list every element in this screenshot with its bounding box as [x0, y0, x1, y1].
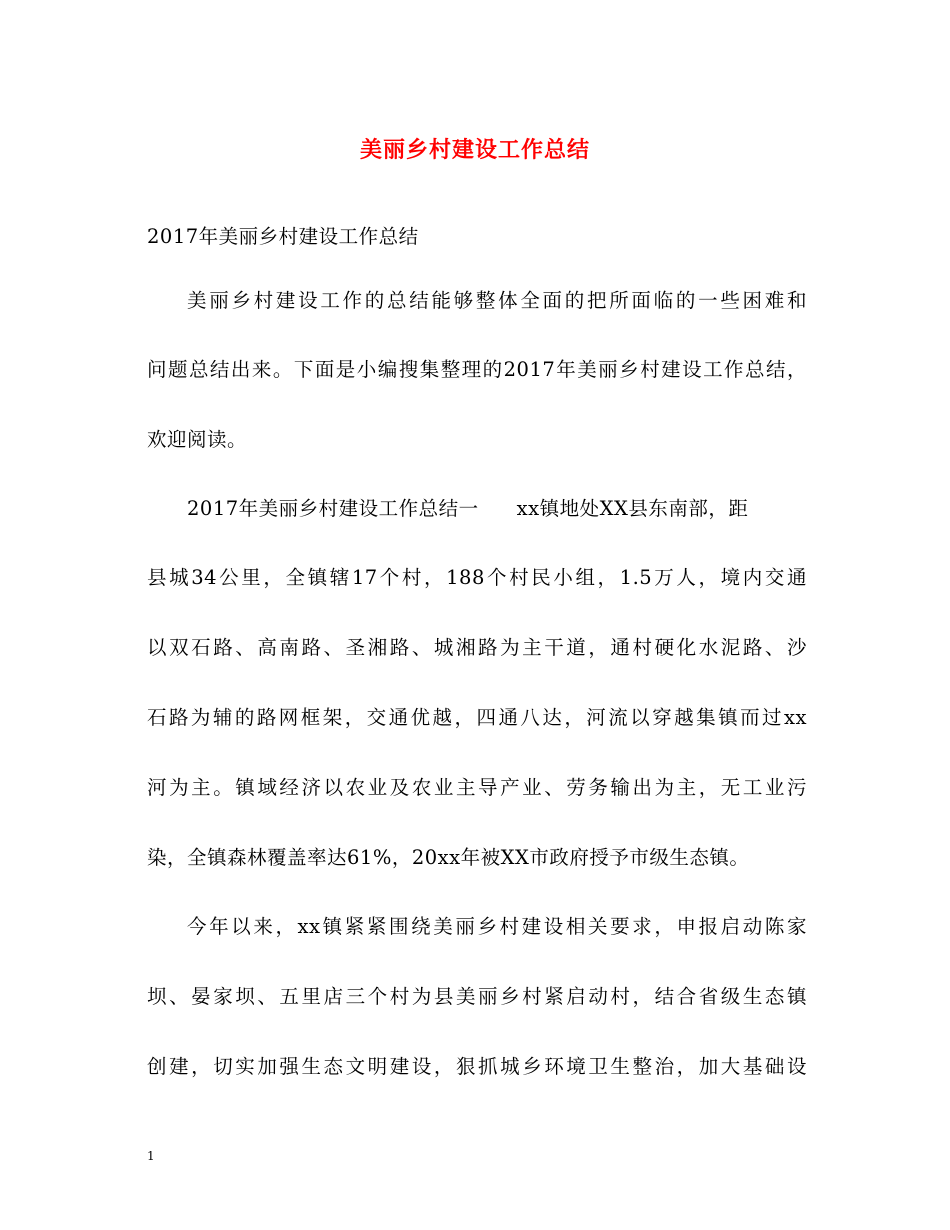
paragraph-line: 美丽乡村建设工作的总结能够整体全面的把所面临的一些困难和 — [187, 289, 807, 312]
paragraph-line: 石路为辅的路网框架，交通优越，四通八达，河流以穿越集镇而过xx — [147, 706, 807, 729]
paragraph-line: 河为主。镇域经济以农业及农业主导产业、劳务输出为主，无工业污 — [147, 776, 807, 799]
document-subtitle: 2017年美丽乡村建设工作总结 — [147, 225, 419, 248]
section-heading-line — [187, 494, 807, 524]
paragraph-line: 县城34公里，全镇辖17个村，188个村民小组，1.5万人，境内交通 — [147, 566, 807, 589]
paragraph-line: 坝、晏家坝、五里店三个村为县美丽乡村紧启动村，结合省级生态镇 — [147, 985, 807, 1008]
section-heading: 2017年美丽乡村建设工作总结一 — [187, 497, 479, 520]
page-number: 1 — [147, 1149, 155, 1163]
document-title: 美丽乡村建设工作总结 — [359, 137, 590, 163]
paragraph-text: xx镇地处XX县东南部，距 — [516, 497, 749, 520]
paragraph-line: 以双石路、高南路、圣湘路、城湘路为主干道，通村硬化水泥路、沙 — [147, 636, 807, 659]
paragraph-line: 问题总结出来。下面是小编搜集整理的2017年美丽乡村建设工作总结， — [147, 358, 807, 381]
paragraph-line: 染，全镇森林覆盖率达61%，20xx年被XX市政府授予市级生态镇。 — [147, 846, 750, 869]
paragraph-line: 创建，切实加强生态文明建设，狠抓城乡环境卫生整治，加大基础设 — [147, 1055, 807, 1078]
paragraph-line: 欢迎阅读。 — [147, 428, 248, 451]
paragraph-line: 今年以来，xx镇紧紧围绕美丽乡村建设相关要求，申报启动陈家 — [187, 915, 807, 938]
